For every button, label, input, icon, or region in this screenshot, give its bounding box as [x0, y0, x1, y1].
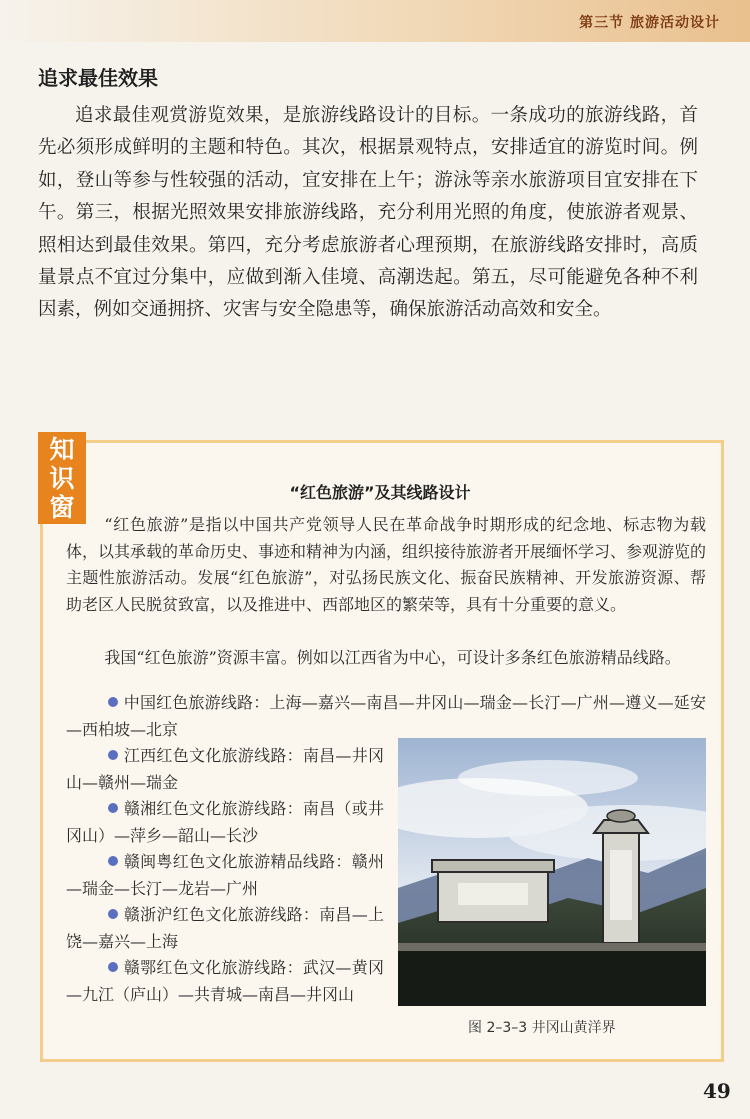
route-item	[66, 743, 384, 796]
route-text: 江西红色文化旅游线路：南昌—井冈山—赣州—瑞金	[66, 746, 384, 792]
bullet-icon	[108, 750, 118, 760]
knowledge-window-tag	[38, 432, 86, 524]
route-text: 赣浙沪红色文化旅游线路：南昌—上饶—嘉兴—上海	[66, 905, 384, 951]
route-item	[66, 849, 384, 902]
route-item	[66, 902, 384, 955]
body-paragraph: 追求最佳观赏游览效果，是旅游线路设计的目标。一条成功的旅游线路，首先必须形成鲜明的主题和特色。其次，根据景观特点，安排适宜的游览时间。例如，登山等参与性较强的活动，宜安排在上午；游泳等亲水旅游项目宜安排在下午。第三，根据光照效果安排旅游线路，充分利用光照的角度，使旅游者观景、照相达到最佳效果。第四，充分考虑旅游者心理预期，在旅游线路安排时，高质量景点不宜过分集中，应做到渐入佳境、高潮迭起。第五，尽可能避免各种不利因素，例如交通拥挤、灾害与安全隐患等，确保旅游活动高效和安全。	[38, 105, 698, 321]
tag-char: 知	[49, 434, 75, 464]
tag-char: 识	[49, 463, 75, 493]
route-item	[66, 796, 384, 849]
box-paragraph-1: “红色旅游”是指以中国共产党领导人民在革命战争时期形成的纪念地、标志物为载体，以其承载的革命历史、事迹和精神为内涵，组织接待旅游者开展缅怀学习、参观游览的主题性旅游活动。发展“红色旅游”，对弘扬民族文化、振奋民族精神、开发旅游资源、帮助老区人民脱贫致富，以及推进中、西部地区的繁荣等，具有十分重要的意义。	[66, 515, 707, 614]
bullet-icon	[108, 856, 118, 866]
route-item	[66, 690, 706, 743]
page-number: 49	[703, 1079, 731, 1103]
bullet-icon	[108, 803, 118, 813]
box-title: “红色旅游”及其线路设计	[289, 483, 471, 502]
route-text: 赣闽粤红色文化旅游精品线路：赣州—瑞金—长汀—龙岩—广州	[66, 852, 384, 898]
route-item	[66, 955, 384, 1008]
photo-illustration	[398, 738, 706, 1006]
bullet-icon	[108, 697, 118, 707]
route-text: 赣鄂红色文化旅游线路：武汉—黄冈—九江（庐山）—共青城—南昌—井冈山	[66, 958, 384, 1004]
figure-caption: 图 2–3–3 井冈山黄洋界	[468, 1020, 616, 1036]
box-paragraph-2: 我国“红色旅游”资源丰富。例如以江西省为中心，可设计多条红色旅游精品线路。	[104, 648, 681, 667]
route-text: 中国红色旅游线路：上海—嘉兴—南昌—井冈山—瑞金—长汀—广州—遵义—延安—西柏坡—北京	[66, 693, 706, 739]
tag-char: 窗	[49, 492, 75, 522]
route-text: 赣湘红色文化旅游线路：南昌（或井冈山）—萍乡—韶山—长沙	[66, 799, 384, 845]
bullet-icon	[108, 962, 118, 972]
bullet-icon	[108, 909, 118, 919]
jinggangshan-huangyangjie-photo	[398, 738, 706, 1006]
running-header: 第三节 旅游活动设计	[579, 15, 720, 31]
section-heading: 追求最佳效果	[38, 66, 158, 90]
